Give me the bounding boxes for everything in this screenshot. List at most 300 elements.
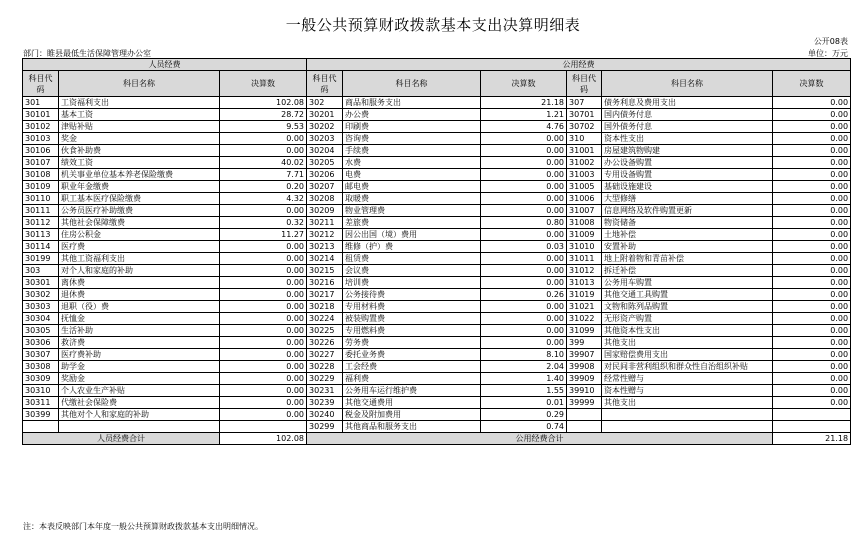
cell-name: 租赁费 (343, 253, 481, 265)
cell-code: 30239 (307, 397, 343, 409)
personnel-total-value: 102.08 (220, 433, 307, 445)
cell-code: 31019 (567, 289, 602, 301)
cell-name: 咨询费 (343, 133, 481, 145)
cell-name: 公务用车运行维护费 (343, 385, 481, 397)
cell-amount: 28.72 (220, 109, 307, 121)
cell-name: 税金及附加费用 (343, 409, 481, 421)
cell-amount: 0.00 (773, 97, 851, 109)
cell-amount: 8.10 (481, 349, 567, 361)
table-row (23, 241, 851, 253)
cell-amount: 1.55 (481, 385, 567, 397)
cell-amount: 0.00 (773, 169, 851, 181)
cell-code: 30211 (307, 217, 343, 229)
cell-code: 30305 (23, 325, 59, 337)
cell-name: 国家赔偿费用支出 (602, 349, 773, 361)
cell-name: 房屋建筑物购建 (602, 145, 773, 157)
cell-code: 30702 (567, 121, 602, 133)
cell-name: 水费 (343, 157, 481, 169)
cell-name: 无形资产购置 (602, 313, 773, 325)
cell-code: 30226 (307, 337, 343, 349)
cell-code (23, 421, 59, 433)
table-body (23, 97, 851, 433)
cell-amount: 0.00 (220, 349, 307, 361)
cell-amount: 0.00 (481, 193, 567, 205)
cell-amount: 0.32 (220, 217, 307, 229)
cell-code: 30218 (307, 301, 343, 313)
cell-code: 30206 (307, 169, 343, 181)
cell-code: 30231 (307, 385, 343, 397)
cell-code: 30299 (307, 421, 343, 433)
table-row (23, 253, 851, 265)
cell-code: 31013 (567, 277, 602, 289)
cell-amount: 0.00 (773, 157, 851, 169)
table-row (23, 301, 851, 313)
table-row (23, 337, 851, 349)
col-code: 科目代码 (23, 71, 59, 97)
cell-amount: 0.00 (220, 373, 307, 385)
cell-name: 债务利息及费用支出 (602, 97, 773, 109)
cell-name: 电费 (343, 169, 481, 181)
cell-amount: 0.00 (220, 385, 307, 397)
cell-amount: 0.00 (220, 397, 307, 409)
cell-code: 31099 (567, 325, 602, 337)
cell-amount: 40.02 (220, 157, 307, 169)
table-row (23, 385, 851, 397)
cell-name: 住房公积金 (59, 229, 220, 241)
cell-code: 39909 (567, 373, 602, 385)
cell-amount: 0.00 (481, 301, 567, 313)
cell-name: 基础设施建设 (602, 181, 773, 193)
cell-code: 30199 (23, 253, 59, 265)
cell-amount: 0.74 (481, 421, 567, 433)
cell-code (567, 409, 602, 421)
table-row (23, 97, 851, 109)
cell-name: 专用材料费 (343, 301, 481, 313)
cell-name: 印刷费 (343, 121, 481, 133)
cell-amount: 0.00 (773, 289, 851, 301)
cell-code: 30701 (567, 109, 602, 121)
table-row (23, 421, 851, 433)
cell-amount: 7.71 (220, 169, 307, 181)
cell-code: 31022 (567, 313, 602, 325)
cell-code: 30228 (307, 361, 343, 373)
public-total-label: 公用经费合计 (307, 433, 773, 445)
cell-amount: 11.27 (220, 229, 307, 241)
cell-code: 301 (23, 97, 59, 109)
cell-amount: 0.00 (773, 133, 851, 145)
cell-name: 助学金 (59, 361, 220, 373)
table-row (23, 169, 851, 181)
cell-amount: 0.00 (220, 289, 307, 301)
cell-name: 代缴社会保险费 (59, 397, 220, 409)
cell-amount: 0.20 (220, 181, 307, 193)
cell-amount: 0.00 (773, 361, 851, 373)
cell-name: 公务用车购置 (602, 277, 773, 289)
cell-amount: 0.00 (220, 205, 307, 217)
cell-code: 31007 (567, 205, 602, 217)
cell-name: 对民间非营利组织和群众性自治组织补贴 (602, 361, 773, 373)
cell-amount: 0.00 (773, 193, 851, 205)
cell-amount: 0.00 (773, 301, 851, 313)
cell-amount: 0.00 (481, 205, 567, 217)
cell-amount: 0.00 (773, 181, 851, 193)
cell-name: 其他交通工具购置 (602, 289, 773, 301)
cell-amount: 0.00 (773, 337, 851, 349)
cell-code: 30110 (23, 193, 59, 205)
cell-amount: 0.00 (481, 253, 567, 265)
table-row (23, 157, 851, 169)
cell-amount: 0.00 (773, 325, 851, 337)
cell-code: 302 (307, 97, 343, 109)
cell-code: 39908 (567, 361, 602, 373)
cell-code: 30229 (307, 373, 343, 385)
cell-name: 对个人和家庭的补助 (59, 265, 220, 277)
cell-code: 30310 (23, 385, 59, 397)
cell-amount: 9.53 (220, 121, 307, 133)
col-amount: 决算数 (481, 71, 567, 97)
cell-name: 会议费 (343, 265, 481, 277)
cell-name: 职业年金缴费 (59, 181, 220, 193)
cell-name: 因公出国（境）费用 (343, 229, 481, 241)
cell-code: 30102 (23, 121, 59, 133)
cell-code: 303 (23, 265, 59, 277)
cell-code: 31008 (567, 217, 602, 229)
cell-code: 31012 (567, 265, 602, 277)
cell-amount: 0.00 (220, 265, 307, 277)
cell-amount: 0.00 (220, 133, 307, 145)
cell-code: 31003 (567, 169, 602, 181)
cell-code: 30201 (307, 109, 343, 121)
cell-code: 30209 (307, 205, 343, 217)
cell-amount: 0.00 (481, 145, 567, 157)
cell-code: 30207 (307, 181, 343, 193)
cell-code: 39999 (567, 397, 602, 409)
cell-amount: 4.32 (220, 193, 307, 205)
cell-name: 被装购置费 (343, 313, 481, 325)
cell-name: 土地补偿 (602, 229, 773, 241)
cell-code: 30224 (307, 313, 343, 325)
cell-name: 退休费 (59, 289, 220, 301)
col-name: 科目名称 (602, 71, 773, 97)
cell-amount: 0.00 (773, 217, 851, 229)
cell-amount: 1.40 (481, 373, 567, 385)
table-row (23, 277, 851, 289)
table-row (23, 217, 851, 229)
cell-amount: 0.00 (481, 181, 567, 193)
cell-name: 委托业务费 (343, 349, 481, 361)
cell-amount: 0.00 (773, 253, 851, 265)
cell-amount: 0.00 (481, 229, 567, 241)
cell-amount: 4.76 (481, 121, 567, 133)
cell-code: 31002 (567, 157, 602, 169)
cell-name: 手续费 (343, 145, 481, 157)
table-row (23, 397, 851, 409)
cell-code: 30107 (23, 157, 59, 169)
cell-amount: 0.00 (220, 301, 307, 313)
cell-name: 资本性支出 (602, 133, 773, 145)
cell-code: 30109 (23, 181, 59, 193)
expenditure-table (22, 58, 851, 445)
cell-name: 其他对个人和家庭的补助 (59, 409, 220, 421)
cell-name (602, 421, 773, 433)
cell-name (59, 421, 220, 433)
cell-name: 救济费 (59, 337, 220, 349)
public-header: 公用经费 (307, 59, 851, 71)
cell-name: 公务接待费 (343, 289, 481, 301)
cell-name: 其他资本性支出 (602, 325, 773, 337)
cell-code: 30213 (307, 241, 343, 253)
cell-name: 邮电费 (343, 181, 481, 193)
cell-code: 30399 (23, 409, 59, 421)
cell-name: 其他支出 (602, 337, 773, 349)
cell-code: 30304 (23, 313, 59, 325)
cell-amount: 0.80 (481, 217, 567, 229)
cell-amount: 0.00 (773, 313, 851, 325)
cell-amount: 0.00 (481, 169, 567, 181)
col-code: 科目代码 (567, 71, 602, 97)
cell-name: 国外债务付息 (602, 121, 773, 133)
cell-amount: 2.04 (481, 361, 567, 373)
cell-name: 差旅费 (343, 217, 481, 229)
cell-amount: 0.00 (220, 361, 307, 373)
cell-code: 31001 (567, 145, 602, 157)
cell-amount: 0.00 (220, 241, 307, 253)
cell-name: 其他交通费用 (343, 397, 481, 409)
cell-amount (773, 409, 851, 421)
cell-name: 办公设备购置 (602, 157, 773, 169)
cell-code: 310 (567, 133, 602, 145)
table-row (23, 121, 851, 133)
cell-name: 伙食补助费 (59, 145, 220, 157)
table-row (23, 265, 851, 277)
cell-name: 大型修缮 (602, 193, 773, 205)
cell-name: 其他社会保障缴费 (59, 217, 220, 229)
cell-amount: 102.08 (220, 97, 307, 109)
cell-code (567, 421, 602, 433)
cell-amount: 0.00 (773, 229, 851, 241)
public-total-value: 21.18 (773, 433, 851, 445)
cell-amount: 0.00 (220, 253, 307, 265)
cell-amount: 0.00 (773, 121, 851, 133)
col-name: 科目名称 (59, 71, 220, 97)
cell-amount: 0.00 (773, 109, 851, 121)
table-row (23, 373, 851, 385)
cell-name: 其他商品和服务支出 (343, 421, 481, 433)
cell-amount: 21.18 (481, 97, 567, 109)
cell-amount: 0.00 (481, 265, 567, 277)
table-row (23, 313, 851, 325)
cell-name: 职工基本医疗保险缴费 (59, 193, 220, 205)
cell-amount: 0.00 (773, 349, 851, 361)
cell-amount: 0.03 (481, 241, 567, 253)
cell-code: 30204 (307, 145, 343, 157)
department-label: 部门：睢县最低生活保障管理办公室 (23, 49, 151, 58)
cell-code: 30113 (23, 229, 59, 241)
cell-amount: 0.00 (481, 133, 567, 145)
cell-name: 福利费 (343, 373, 481, 385)
cell-code: 30101 (23, 109, 59, 121)
cell-name: 其他工资福利支出 (59, 253, 220, 265)
cell-code: 30311 (23, 397, 59, 409)
cell-code: 30214 (307, 253, 343, 265)
table-row (23, 361, 851, 373)
cell-code: 30103 (23, 133, 59, 145)
table-row (23, 409, 851, 421)
table-row (23, 289, 851, 301)
col-amount: 决算数 (220, 71, 307, 97)
cell-name: 物业管理费 (343, 205, 481, 217)
cell-name: 劳务费 (343, 337, 481, 349)
cell-code: 307 (567, 97, 602, 109)
cell-code: 31010 (567, 241, 602, 253)
cell-amount: 0.00 (773, 397, 851, 409)
table-row (23, 133, 851, 145)
cell-code: 30308 (23, 361, 59, 373)
cell-name: 奖励金 (59, 373, 220, 385)
footnote: 注：本表反映部门本年度一般公共预算财政拨款基本支出明细情况。 (23, 522, 263, 531)
cell-code: 30212 (307, 229, 343, 241)
cell-code: 30227 (307, 349, 343, 361)
form-number: 公开08表 (813, 37, 848, 46)
cell-name: 取暖费 (343, 193, 481, 205)
table-row (23, 193, 851, 205)
cell-amount: 0.00 (481, 277, 567, 289)
cell-amount: 0.00 (220, 325, 307, 337)
cell-code: 30215 (307, 265, 343, 277)
cell-name: 医疗费补助 (59, 349, 220, 361)
cell-code: 30111 (23, 205, 59, 217)
cell-name: 资本性赠与 (602, 385, 773, 397)
table-row (23, 205, 851, 217)
cell-amount: 0.00 (773, 241, 851, 253)
cell-amount: 0.00 (481, 157, 567, 169)
table-row (23, 145, 851, 157)
cell-name: 拆迁补偿 (602, 265, 773, 277)
cell-name: 公务员医疗补助缴费 (59, 205, 220, 217)
cell-code: 30306 (23, 337, 59, 349)
personnel-header: 人员经费 (23, 59, 307, 71)
cell-name: 抚恤金 (59, 313, 220, 325)
cell-name: 国内债务付息 (602, 109, 773, 121)
cell-amount: 0.01 (481, 397, 567, 409)
cell-code: 30108 (23, 169, 59, 181)
cell-name: 退职（役）费 (59, 301, 220, 313)
cell-amount: 0.00 (773, 145, 851, 157)
cell-amount (773, 421, 851, 433)
cell-code: 30301 (23, 277, 59, 289)
cell-code: 31009 (567, 229, 602, 241)
cell-amount: 0.00 (773, 277, 851, 289)
cell-name: 津贴补贴 (59, 121, 220, 133)
cell-name: 文物和陈列品购置 (602, 301, 773, 313)
cell-name: 维修（护）费 (343, 241, 481, 253)
cell-amount: 0.26 (481, 289, 567, 301)
cell-name: 办公费 (343, 109, 481, 121)
cell-name: 工资福利支出 (59, 97, 220, 109)
cell-code: 39910 (567, 385, 602, 397)
col-name: 科目名称 (343, 71, 481, 97)
cell-amount: 0.00 (220, 313, 307, 325)
page-title: 一般公共预算财政拨款基本支出决算明细表 (285, 16, 581, 34)
cell-code: 30302 (23, 289, 59, 301)
cell-name: 安置补助 (602, 241, 773, 253)
totals-row (23, 433, 851, 445)
cell-amount: 0.00 (220, 277, 307, 289)
cell-code: 31005 (567, 181, 602, 193)
cell-code: 30303 (23, 301, 59, 313)
col-code: 科目代码 (307, 71, 343, 97)
cell-amount: 0.00 (773, 205, 851, 217)
cell-code: 31006 (567, 193, 602, 205)
table-row (23, 181, 851, 193)
cell-code: 30307 (23, 349, 59, 361)
cell-code: 30240 (307, 409, 343, 421)
cell-code: 31011 (567, 253, 602, 265)
cell-code: 30203 (307, 133, 343, 145)
cell-code: 30217 (307, 289, 343, 301)
cell-name: 其他支出 (602, 397, 773, 409)
cell-code: 30309 (23, 373, 59, 385)
cell-name: 基本工资 (59, 109, 220, 121)
cell-amount: 1.21 (481, 109, 567, 121)
cell-amount: 0.00 (481, 325, 567, 337)
cell-code: 30208 (307, 193, 343, 205)
cell-amount: 0.00 (220, 145, 307, 157)
personnel-total-label: 人员经费合计 (23, 433, 220, 445)
cell-name: 医疗费 (59, 241, 220, 253)
cell-name: 专用燃料费 (343, 325, 481, 337)
table-row (23, 109, 851, 121)
cell-amount: 0.29 (481, 409, 567, 421)
table-row (23, 325, 851, 337)
cell-amount: 0.00 (773, 265, 851, 277)
unit-label: 单位：万元 (808, 49, 848, 58)
cell-amount: 0.00 (773, 373, 851, 385)
cell-code: 31021 (567, 301, 602, 313)
col-amount: 决算数 (773, 71, 851, 97)
cell-code: 30202 (307, 121, 343, 133)
cell-code: 39907 (567, 349, 602, 361)
cell-code: 399 (567, 337, 602, 349)
cell-code: 30106 (23, 145, 59, 157)
cell-amount (220, 421, 307, 433)
cell-code: 30225 (307, 325, 343, 337)
cell-name: 机关事业单位基本养老保险缴费 (59, 169, 220, 181)
cell-name: 专用设备购置 (602, 169, 773, 181)
cell-amount: 0.00 (481, 337, 567, 349)
cell-name: 个人农业生产补贴 (59, 385, 220, 397)
cell-name: 工会经费 (343, 361, 481, 373)
cell-name: 地上附着物和青苗补偿 (602, 253, 773, 265)
cell-name: 奖金 (59, 133, 220, 145)
cell-name (602, 409, 773, 421)
cell-name: 经常性赠与 (602, 373, 773, 385)
cell-name: 物资储备 (602, 217, 773, 229)
cell-amount: 0.00 (481, 313, 567, 325)
cell-name: 商品和服务支出 (343, 97, 481, 109)
cell-amount: 0.00 (773, 385, 851, 397)
cell-code: 30205 (307, 157, 343, 169)
cell-name: 绩效工资 (59, 157, 220, 169)
cell-name: 培训费 (343, 277, 481, 289)
cell-amount: 0.00 (220, 409, 307, 421)
cell-code: 30114 (23, 241, 59, 253)
cell-name: 离休费 (59, 277, 220, 289)
cell-name: 信息网络及软件购置更新 (602, 205, 773, 217)
cell-code: 30216 (307, 277, 343, 289)
table-row (23, 349, 851, 361)
cell-amount: 0.00 (220, 337, 307, 349)
